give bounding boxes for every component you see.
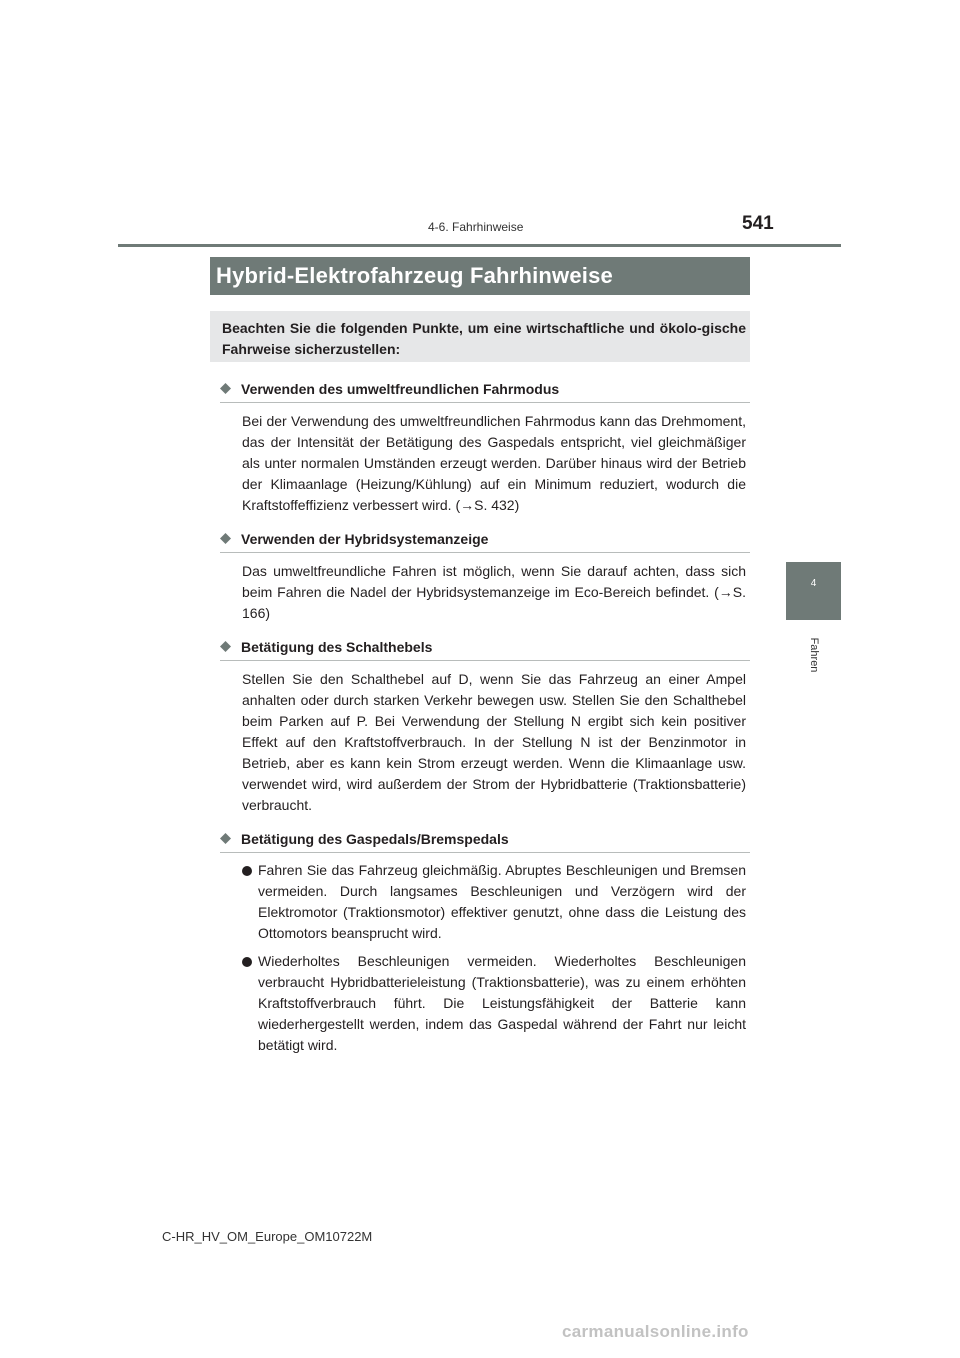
- section-eco-mode: [220, 378, 750, 516]
- section-heading-label: Verwenden des umweltfreundlichen Fahrmodus: [241, 381, 560, 397]
- list-item: [242, 860, 746, 944]
- chapter-tab-box: [786, 562, 841, 620]
- diamond-icon: [220, 641, 231, 652]
- content: [220, 378, 750, 1068]
- bullet-text: Fahren Sie das Fahrzeug gleichmäßig. Abruptes Beschleunigen und Bremsen vermeiden. Durch langsames Beschleunigen und Verzögern wird der Elektromotor (Traktionsmotor) effektiver genutzt, ohne dass die Leistung des Ottomotors beansprucht wird.: [258, 862, 746, 941]
- chapter-number: 4: [810, 578, 817, 589]
- watermark: carmanualsonline.info: [562, 1322, 749, 1341]
- diamond-icon: [220, 383, 231, 394]
- section-heading: [220, 636, 750, 661]
- header-section-title: 4-6. Fahrhinweise: [428, 220, 524, 234]
- section-hybrid-indicator: [220, 528, 750, 624]
- section-heading: [220, 528, 750, 553]
- footer-document-id: C-HR_HV_OM_Europe_OM10722M: [162, 1229, 373, 1244]
- intro-text: Beachten Sie die folgenden Punkte, um eine wirtschaftliche und ökolo-gische Fahrweise sicherzustellen:: [222, 320, 746, 357]
- section-heading: [220, 828, 750, 853]
- list-item: [242, 951, 746, 1056]
- section-heading-label: Verwenden der Hybridsystemanzeige: [241, 531, 489, 547]
- section-shift-lever: [220, 636, 750, 816]
- diamond-icon: [220, 833, 231, 844]
- section-body: Stellen Sie den Schalthebel auf D, wenn Sie das Fahrzeug an einer Ampel anhalten oder durch starken Verkehr bewegen usw. Stellen Sie den Schalthebel beim Parken auf P. Bei Verwendung der Stellung N ergibt sich kein positiver Effekt auf den Kraftstoffverbrauch. In der Stellung N ist der Benzinmotor in Betrieb, aber es kann kein Strom erzeugt werden. Wenn die Klimaanlage usw. verwendet wird, wird außerdem der Strom der Hybridbatterie (Traktionsbatterie) verbraucht.: [242, 671, 746, 813]
- section-body: Das umweltfreundliche Fahren ist möglich, wenn Sie darauf achten, dass sich beim Fahren die Nadel der Hybridsystemanzeige im Eco-Bereich befindet. (→S. 166): [242, 563, 746, 621]
- section-pedals: [220, 828, 750, 1056]
- header-rule: [118, 244, 841, 247]
- chapter-label: Fahren: [808, 637, 820, 673]
- page-number: 541: [742, 213, 774, 234]
- page-title: Hybrid-Elektrofahrzeug Fahrhinweise: [216, 263, 613, 288]
- section-heading-label: Betätigung des Schalthebels: [241, 639, 433, 655]
- bullet-text: Wiederholtes Beschleunigen vermeiden. Wiederholtes Beschleunigen verbraucht Hybridbatterieleistung (Traktionsbatterie), was zu einem erhöhten Kraftstoffverbrauch führt. Die Leistungsfähigkeit der Batterie kann wiederhergestellt werden, indem das Gaspedal während der Fahrt nur leicht betätigt wird.: [258, 953, 746, 1053]
- section-heading: [220, 378, 750, 403]
- section-body: Bei der Verwendung des umweltfreundlichen Fahrmodus kann das Drehmoment, das der Intensität der Betätigung des Gaspedals entspricht, viel gleichmäßiger als unter normalen Umständen erzeugt werden. Darüber hinaus wird der Betrieb der Klimaanlage (Heizung/Kühlung) auf ein Minimum reduziert, wodurch die Kraftstoffeffizienz verbessert wird. (→S. 432): [242, 413, 746, 513]
- diamond-icon: [220, 533, 231, 544]
- bullet-icon: [242, 866, 252, 876]
- section-heading-label: Betätigung des Gaspedals/Bremspedals: [241, 831, 509, 847]
- bullet-icon: [242, 957, 252, 967]
